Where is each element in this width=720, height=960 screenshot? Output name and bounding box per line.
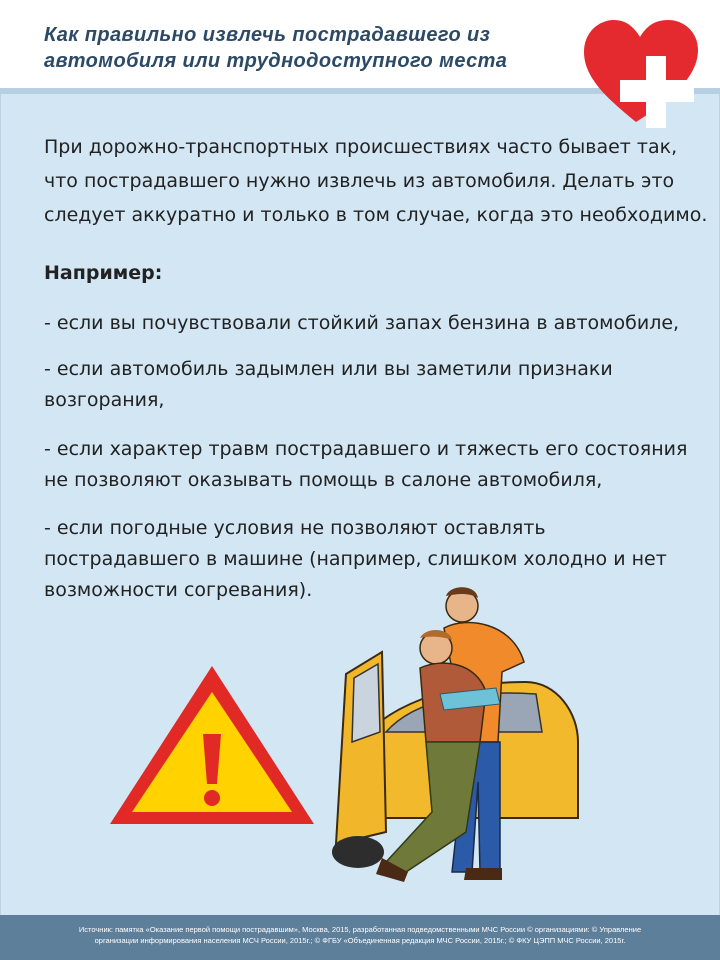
footer-source: [10, 924, 710, 946]
examples-heading: Например:: [44, 262, 163, 284]
example-line: возгорания,: [44, 389, 165, 411]
warning-triangle-icon: [104, 660, 320, 830]
page-title: [44, 22, 574, 74]
example-line: - если вы почувствовали стойкий запах бензина в автомобиле,: [44, 312, 680, 334]
footer-line: Источник: памятка «Оказание первой помощи пострадавшим», Москва, 2015, разработанная подведомственными МЧС России © организациями: © Управление: [78, 925, 642, 934]
example-line: - если автомобиль задымлен или вы заметили признаки: [44, 358, 613, 380]
example-item: [44, 354, 704, 416]
example-line: пострадавшего в машине (например, слишком холодно и нет: [44, 548, 667, 570]
example-line: не позволяют оказывать помощь в салоне автомобиля,: [44, 469, 603, 491]
rescue-scene-illustration: [316, 582, 586, 892]
title-line-2: автомобиля или труднодоступного места: [44, 50, 508, 72]
heart-with-cross-icon: [582, 18, 704, 130]
intro-line: что пострадавшего нужно извлечь из автомобиля. Делать это: [44, 170, 675, 192]
title-line-1: Как правильно извлечь пострадавшего из: [44, 24, 491, 46]
example-line: - если характер травм пострадавшего и тяжесть его состояния: [44, 438, 688, 460]
example-item: [44, 308, 704, 339]
intro-line: следует аккуратно и только в том случае, когда это необходимо.: [44, 204, 708, 226]
intro-paragraph: [44, 130, 708, 232]
example-item: [44, 434, 704, 496]
example-line: возможности согревания).: [44, 579, 313, 601]
footer-line: организации информирования населения МСЧ России, 2015г.; © ФГБУ «Объединенная редакция МЧС России, 2015г.; © ФКУ ЦЭПП МЧС России, 2015г.: [94, 936, 626, 945]
example-line: - если погодные условия не позволяют оставлять: [44, 517, 546, 539]
intro-line: При дорожно-транспортных происшествиях часто бывает так,: [44, 136, 678, 158]
